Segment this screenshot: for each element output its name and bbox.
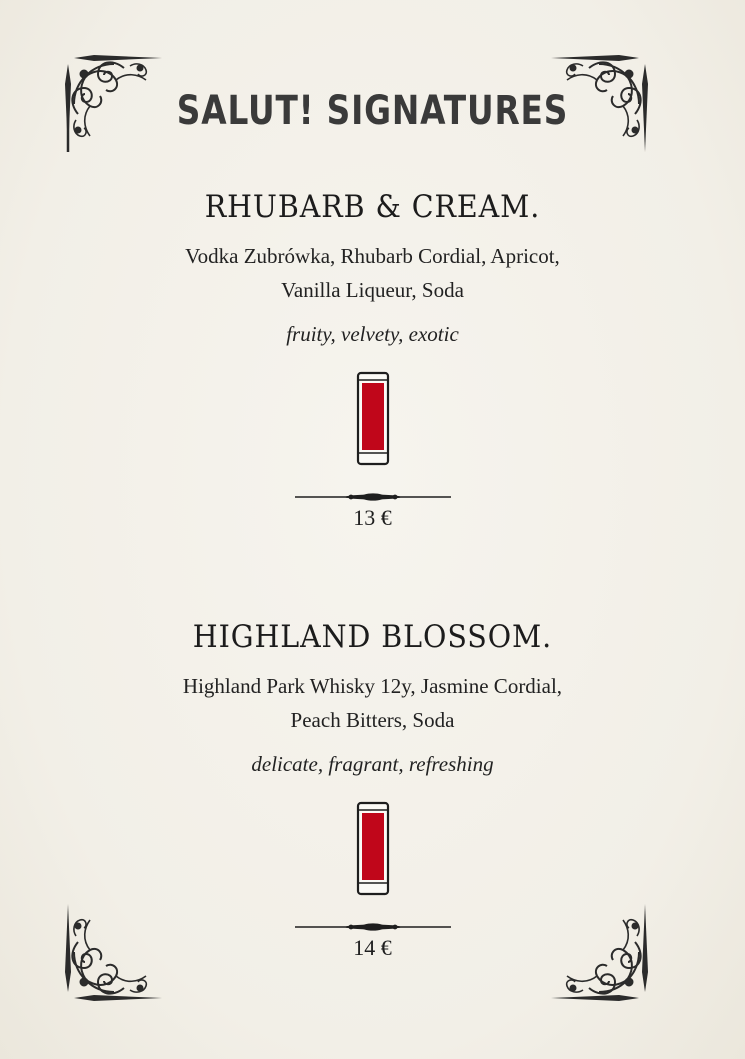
highball-glass-icon	[355, 801, 391, 897]
drink-name: RHUBARB & CREAM.	[204, 189, 541, 225]
drink-ingredients	[163, 239, 583, 307]
menu-title: SALUT! SIGNATURES	[176, 88, 569, 134]
tasting-notes: delicate, fragrant, refreshing	[251, 752, 494, 776]
drink-item	[0, 185, 745, 533]
drink-price: 14 €	[353, 935, 392, 960]
drink-ingredients	[163, 669, 583, 737]
drink-item	[0, 615, 745, 963]
highball-glass-icon	[355, 371, 391, 467]
tasting-notes: fruity, velvety, exotic	[286, 322, 459, 346]
ingredients-line: Vodka Zubrówka, Rhubarb Cordial, Apricot,	[185, 244, 560, 268]
ornamental-divider-icon	[295, 917, 451, 927]
ingredients-line: Peach Bitters, Soda	[290, 708, 455, 732]
ornamental-divider-icon	[295, 487, 451, 497]
drink-price: 13 €	[353, 505, 392, 530]
ingredients-line: Vanilla Liqueur, Soda	[281, 278, 464, 302]
drink-name: HIGHLAND BLOSSOM.	[192, 619, 553, 655]
ingredients-line: Highland Park Whisky 12y, Jasmine Cordial,	[182, 674, 563, 698]
